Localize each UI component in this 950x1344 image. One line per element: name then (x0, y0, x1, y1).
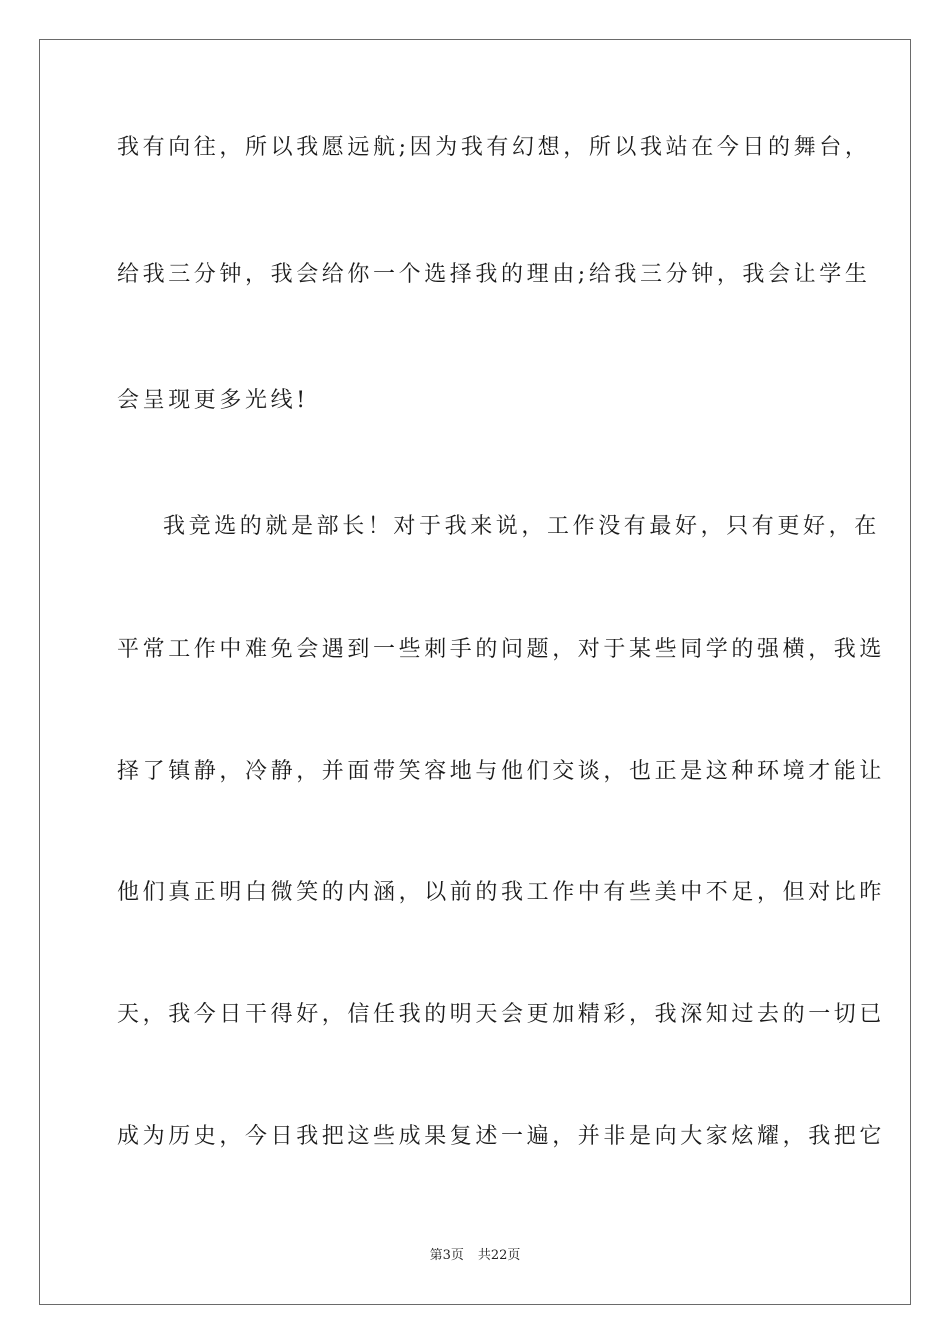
text-line: 给我三分钟，我会给你一个选择我的理由;给我三分钟，我会让学生 (117, 262, 871, 287)
page-number: 第3页 (429, 1248, 464, 1263)
page-border (39, 39, 911, 1305)
text-line: 我有向往，所以我愿远航;因为我有幻想，所以我站在今日的舞台， (117, 135, 871, 160)
total-pages: 共22页 (477, 1248, 521, 1263)
text-line: 会呈现更多光线! (117, 388, 309, 413)
text-line: 天，我今日干得好，信任我的明天会更加精彩，我深知过去的一切已 (117, 1002, 886, 1027)
text-line: 平常工作中难免会遇到一些刺手的问题，对于某些同学的强横，我选 (117, 637, 886, 662)
page-footer (0, 1247, 950, 1265)
paragraph-first-line: 我竞选的就是部长！对于我来说，工作没有最好，只有更好，在 (163, 514, 880, 539)
text-line: 成为历史，今日我把这些成果复述一遍，并非是向大家炫耀，我把它 (117, 1124, 886, 1149)
text-line: 他们真正明白微笑的内涵，以前的我工作中有些美中不足，但对比昨 (117, 880, 886, 905)
text-line: 择了镇静，冷静，并面带笑容地与他们交谈，也正是这种环境才能让 (117, 759, 886, 784)
